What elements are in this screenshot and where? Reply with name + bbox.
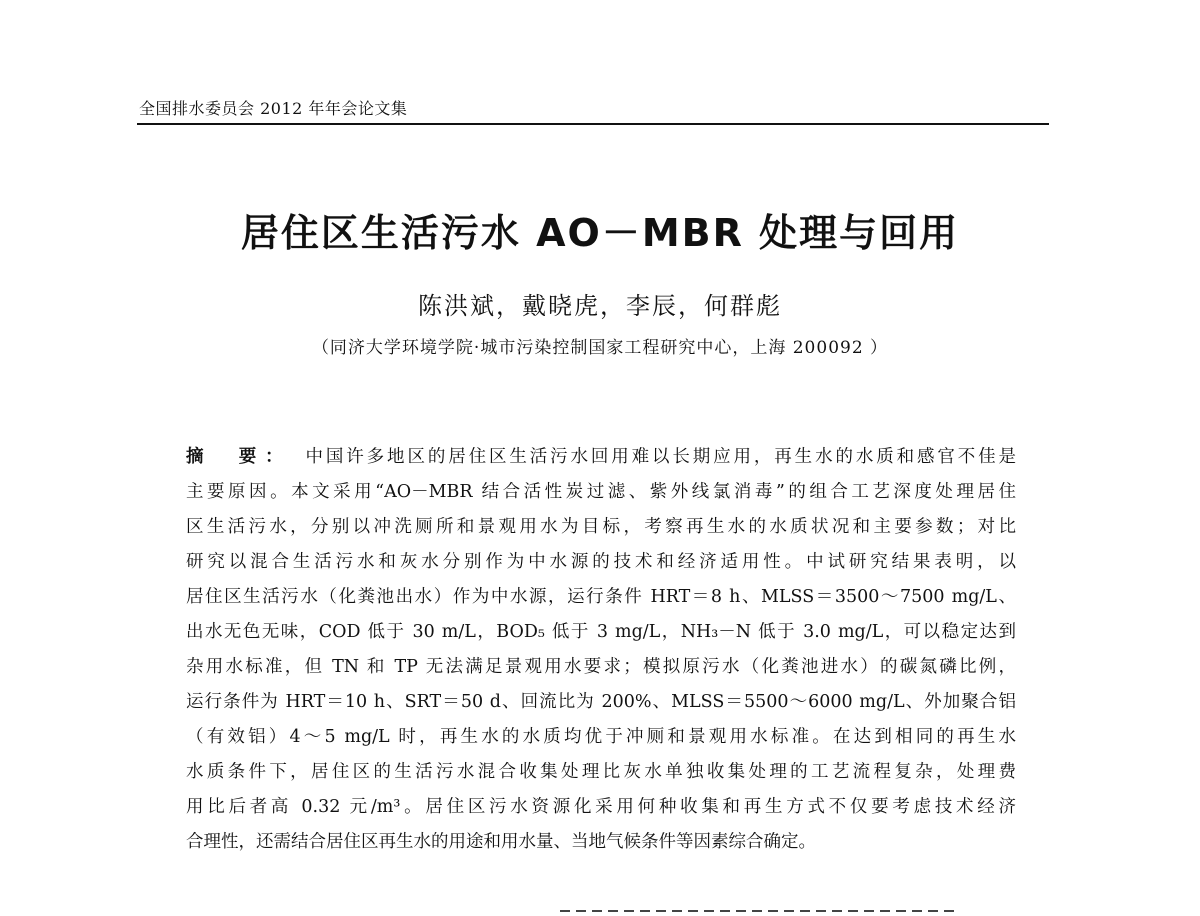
abstract-line: 区生活污水，分别以冲洗厕所和景观用水为目标，考察再生水的水质状况和主要参数；对比	[186, 517, 1016, 537]
abstract-line: 杂用水标准，但 TN 和 TP 无法满足景观用水要求；模拟原污水（化粪池进水）的碳氮磷比例，	[186, 657, 1016, 677]
abstract-line: 合理性，还需结合居住区再生水的用途和用水量、当地气候条件等因素综合确定。	[186, 832, 816, 852]
header-rule	[137, 123, 1049, 125]
paper-title: 居住区生活污水 AO－MBR 处理与回用	[240, 211, 960, 255]
abstract-label: 摘 要：	[186, 447, 292, 467]
abstract-line-text: 中国许多地区的居住区生活污水回用难以长期应用，再生水的水质和感官不佳是	[305, 447, 1017, 467]
abstract-line: 主要原因。本文采用“AO－MBR 结合活性炭过滤、紫外线氯消毒”的组合工艺深度处理居住	[186, 482, 1016, 502]
abstract-line: 用比后者高 0.32 元/m³。居住区污水资源化采用何种收集和再生方式不仅要考虑技术经济	[186, 797, 1016, 817]
abstract-line: 水质条件下，居住区的生活污水混合收集处理比灰水单独收集处理的工艺流程复杂，处理费	[186, 762, 1016, 782]
abstract-line	[186, 440, 1016, 475]
abstract	[186, 440, 1016, 860]
affiliation: （同济大学环境学院·城市污染控制国家工程研究中心，上海 200092 ）	[311, 338, 889, 358]
running-header: 全国排水委员会 2012 年年会论文集	[139, 99, 408, 118]
abstract-line: 研究以混合生活污水和灰水分别作为中水源的技术和经济适用性。中试研究结果表明，以	[186, 552, 1016, 572]
author-list: 陈洪斌，戴晓虎，李辰，何群彪	[418, 292, 782, 320]
abstract-line: （有效铝）4～5 mg/L 时，再生水的水质均优于冲厕和景观用水标准。在达到相同的再生水	[186, 727, 1016, 747]
abstract-line: 运行条件为 HRT＝10 h、SRT＝50 d、回流比为 200%、MLSS＝5500～6000 mg/L、外加聚合铝	[186, 692, 1016, 712]
cut-off-text-line	[560, 906, 960, 916]
abstract-line: 出水无色无味，COD 低于 30 m/L，BOD₅ 低于 3 mg/L，NH₃－N 低于 3.0 mg/L，可以稳定达到	[186, 622, 1016, 642]
abstract-line: 居住区生活污水（化粪池出水）作为中水源，运行条件 HRT＝8 h、MLSS＝3500～7500 mg/L、	[186, 587, 1016, 607]
